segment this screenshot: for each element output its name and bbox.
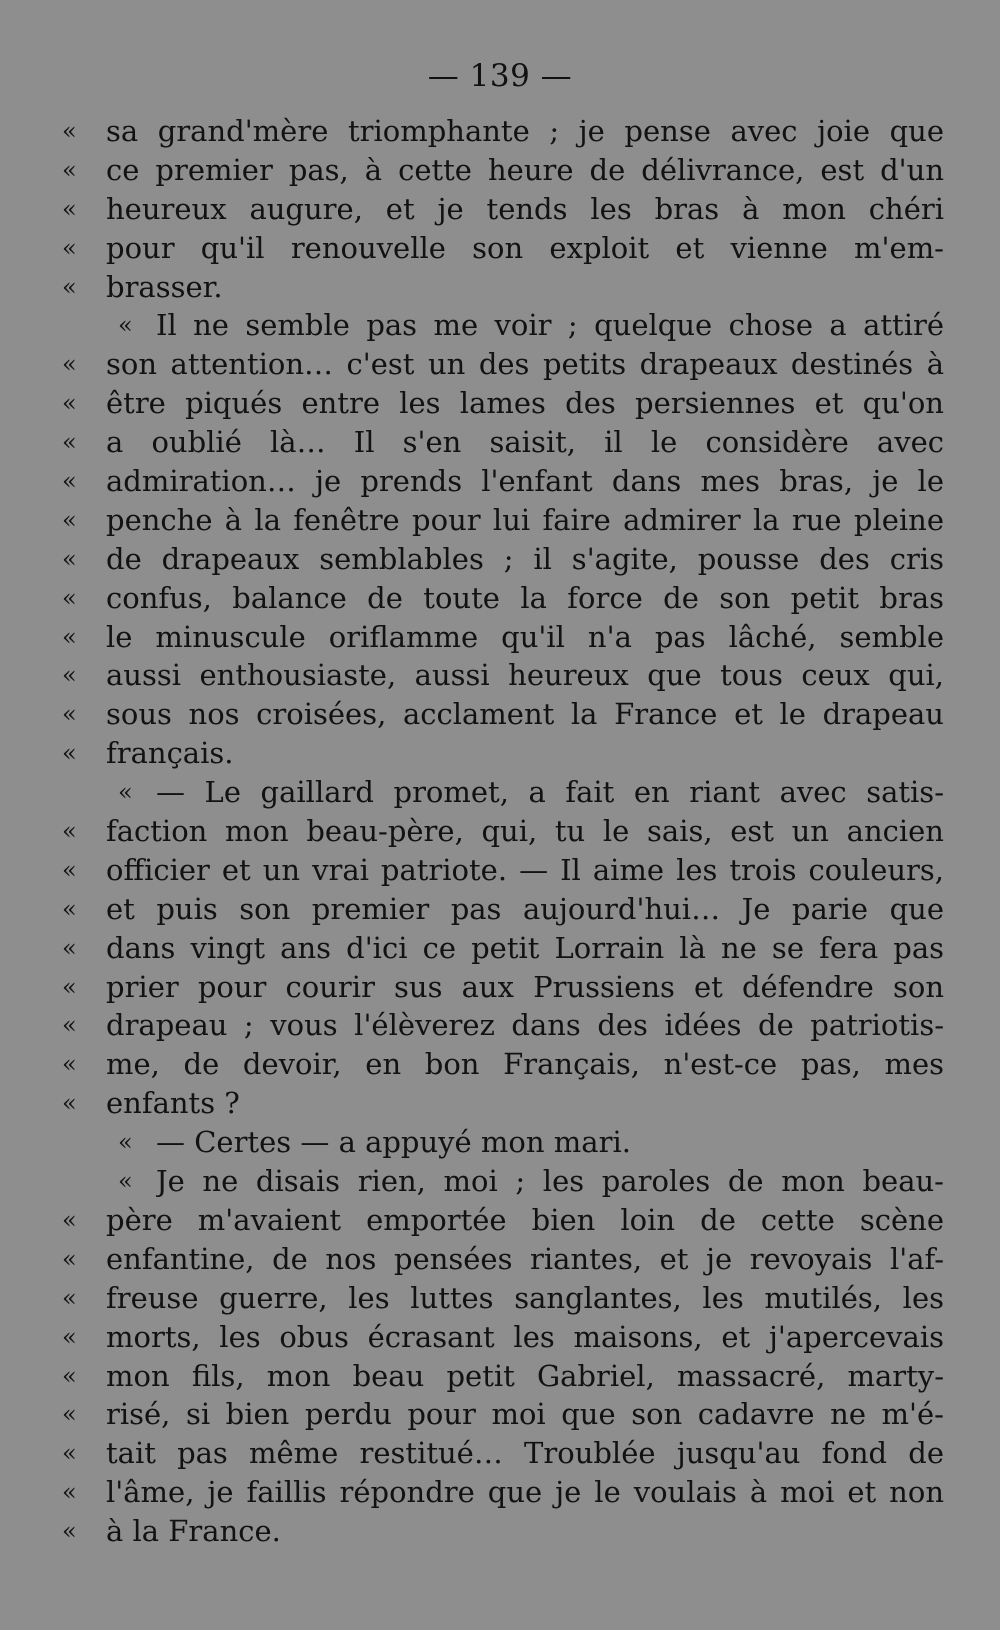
quote-mark: «	[62, 117, 77, 145]
quote-mark: «	[62, 1478, 77, 1507]
text-line	[62, 1434, 942, 1473]
quote-mark: «	[62, 622, 77, 651]
text-line	[62, 1006, 942, 1045]
quote-mark: «	[62, 467, 77, 496]
line-text: être piqués entre les lames des persiennes et qu'on	[106, 386, 944, 421]
text-line	[62, 656, 942, 695]
quote-mark: «	[62, 505, 77, 534]
quote-mark: «	[62, 1322, 77, 1351]
quote-mark: «	[62, 661, 77, 690]
line-text: enfantine, de nos pensées riantes, et je revoyais l'af-	[106, 1241, 944, 1276]
line-text: freuse guerre, les luttes sanglantes, les mutilés, les	[106, 1280, 944, 1315]
quote-mark: «	[62, 933, 77, 962]
text-line	[62, 540, 942, 579]
page-number: — 139 —	[427, 58, 573, 94]
text-line	[62, 1279, 942, 1318]
text-line	[62, 1123, 942, 1162]
line-text: mon fils, mon beau petit Gabriel, massacré, marty-	[106, 1358, 944, 1393]
text-line	[62, 112, 942, 151]
text-line	[62, 1045, 942, 1084]
quote-mark: «	[62, 1439, 77, 1468]
text-line	[62, 1395, 942, 1434]
quote-mark: «	[62, 1400, 77, 1429]
line-text: Je ne disais rien, moi ; les paroles de mon beau-	[156, 1164, 944, 1199]
line-text: faction mon beau-père, qui, tu le sais, est un ancien	[106, 814, 944, 849]
line-text: français.	[106, 736, 234, 771]
line-text: — Certes — a appuyé mon mari.	[156, 1125, 631, 1160]
text-line	[62, 268, 942, 307]
line-text: de drapeaux semblables ; il s'agite, pousse des cris	[106, 541, 944, 576]
quote-mark: «	[62, 1011, 77, 1040]
line-text: dans vingt ans d'ici ce petit Lorrain là ne se fera pas	[106, 930, 944, 965]
line-text: tait pas même restitué… Troublée jusqu'au fond de	[106, 1436, 944, 1471]
line-text: ce premier pas, à cette heure de délivrance, est d'un	[106, 152, 944, 187]
quote-mark: «	[62, 583, 77, 612]
text-line	[62, 968, 942, 1007]
body-text	[62, 112, 942, 1551]
line-text: Il ne semble pas me voir ; quelque chose a attiré	[156, 308, 944, 343]
line-text: brasser.	[106, 269, 223, 304]
text-line	[62, 1473, 942, 1512]
text-line	[62, 1201, 942, 1240]
quote-mark: «	[62, 1205, 77, 1234]
text-line	[62, 579, 942, 618]
text-line	[62, 345, 942, 384]
line-text: penche à la fenêtre pour lui faire admirer la rue pleine	[106, 502, 944, 537]
quote-mark: «	[118, 1128, 133, 1157]
line-text: admiration… je prends l'enfant dans mes bras, je le	[106, 464, 944, 499]
text-line	[62, 423, 942, 462]
quote-mark: «	[62, 350, 77, 379]
quote-mark: «	[62, 1089, 77, 1118]
line-text: risé, si bien perdu pour moi que son cadavre ne m'é-	[106, 1397, 944, 1432]
line-text: officier et un vrai patriote. — Il aime les trois couleurs,	[106, 852, 944, 887]
line-text: confus, balance de toute la force de son petit bras	[106, 580, 944, 615]
line-text: le minuscule oriflamme qu'il n'a pas lâché, semble	[106, 619, 944, 654]
quote-mark: «	[62, 155, 77, 184]
text-line	[62, 306, 942, 345]
quote-mark: «	[118, 311, 133, 340]
line-text: sous nos croisées, acclament la France et le drapeau	[106, 697, 944, 732]
line-text: a oublié là… Il s'en saisit, il le considère avec	[106, 425, 944, 460]
line-text: à la France.	[106, 1514, 281, 1549]
line-text: enfants ?	[106, 1086, 240, 1121]
text-line	[62, 1084, 942, 1123]
line-text: drapeau ; vous l'élèverez dans des idées de patriotis-	[106, 1008, 944, 1043]
line-text: prier pour courir sus aux Prussiens et défendre son	[106, 969, 944, 1004]
quote-mark: «	[62, 1361, 77, 1390]
quote-mark: «	[62, 817, 77, 846]
line-text: pour qu'il renouvelle son exploit et vienne m'em-	[106, 230, 944, 265]
line-text: sa grand'mère triomphante ; je pense avec joie que	[106, 114, 944, 148]
line-text: aussi enthousiaste, aussi heureux que tous ceux qui,	[106, 658, 944, 693]
line-text: père m'avaient emportée bien loin de cette scène	[106, 1202, 944, 1237]
text-line	[62, 773, 942, 812]
quote-mark: «	[62, 894, 77, 923]
quote-mark: «	[118, 778, 133, 807]
line-text: heureux augure, et je tends les bras à mon chéri	[106, 191, 944, 226]
text-line	[62, 462, 942, 501]
text-line	[62, 1318, 942, 1357]
text-line	[62, 695, 942, 734]
quote-mark: «	[62, 1050, 77, 1079]
line-text: — Le gaillard promet, a fait en riant avec satis-	[156, 775, 944, 810]
text-line	[62, 851, 942, 890]
text-line	[62, 1512, 942, 1551]
quote-mark: «	[62, 544, 77, 573]
quote-mark: «	[62, 1283, 77, 1312]
text-line	[62, 1357, 942, 1396]
quote-mark: «	[62, 194, 77, 223]
text-line	[62, 151, 942, 190]
line-text: l'âme, je faillis répondre que je le voulais à moi et non	[106, 1475, 944, 1510]
quote-mark: «	[62, 428, 77, 457]
text-line	[62, 929, 942, 968]
text-line	[62, 501, 942, 540]
line-text: et puis son premier pas aujourd'hui… Je parie que	[106, 891, 944, 926]
quote-mark: «	[62, 972, 77, 1001]
quote-mark: «	[62, 700, 77, 729]
text-line	[62, 618, 942, 657]
quote-mark: «	[118, 1167, 133, 1196]
line-text: son attention… c'est un des petits drapeaux destinés à	[106, 347, 944, 382]
line-text: me, de devoir, en bon Français, n'est-ce pas, mes	[106, 1047, 944, 1082]
line-text: morts, les obus écrasant les maisons, et j'apercevais	[106, 1319, 944, 1354]
text-line	[62, 1240, 942, 1279]
text-line	[62, 229, 942, 268]
text-line	[62, 812, 942, 851]
text-line	[62, 890, 942, 929]
text-line	[62, 384, 942, 423]
quote-mark: «	[62, 233, 77, 262]
quote-mark: «	[62, 272, 77, 301]
text-line	[62, 734, 942, 773]
quote-mark: «	[62, 739, 77, 768]
quote-mark: «	[62, 855, 77, 884]
quote-mark: «	[62, 1517, 77, 1546]
text-line	[62, 190, 942, 229]
quote-mark: «	[62, 389, 77, 418]
quote-mark: «	[62, 1244, 77, 1273]
text-line	[62, 1162, 942, 1201]
